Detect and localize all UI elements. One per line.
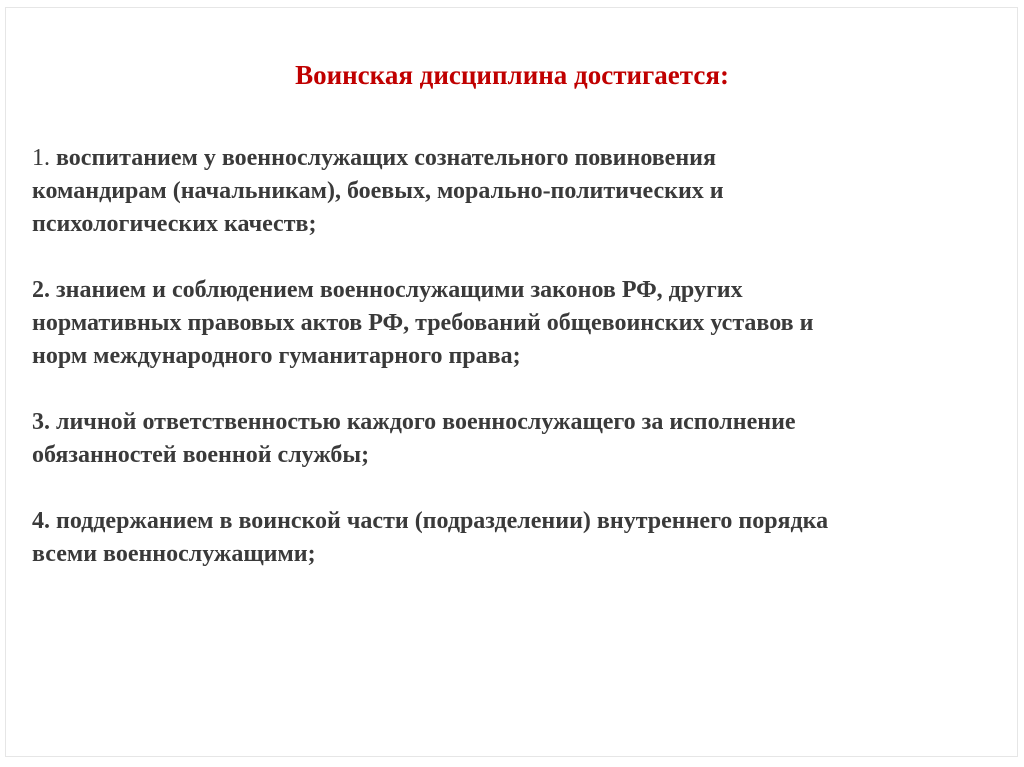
item-2-text-1: знанием и соблюдением военнослужащими законов РФ, других [56, 277, 743, 303]
item-1-line-2: командирам (начальникам), боевых, морально-политических и [32, 178, 724, 204]
item-1-line-1 [32, 142, 1007, 175]
item-2-line-2: нормативных правовых актов РФ, требований общевоинских уставов и [32, 310, 814, 336]
list-item-2 [32, 274, 1007, 373]
item-3-line-1 [32, 406, 1007, 439]
item-3-text-1: личной ответственностью каждого военнослужащего за исполнение [56, 409, 796, 435]
slide-title: Воинская дисциплина достигается: [295, 60, 729, 90]
list-item-4 [32, 505, 1007, 571]
item-list [32, 142, 1007, 604]
item-3-number: 3. [32, 409, 50, 435]
item-2-line-1 [32, 274, 1007, 307]
item-1-text-1: воспитанием у военнослужащих сознательного повиновения [56, 145, 716, 171]
item-1-number: 1. [32, 145, 50, 171]
item-4-line-2: всеми военнослужащими; [32, 541, 316, 567]
item-4-number: 4. [32, 508, 50, 534]
item-2-number: 2. [32, 277, 50, 303]
item-4-text-1: поддержанием в воинской части (подразделении) внутреннего порядка [56, 508, 829, 534]
item-4-line-1 [32, 505, 1007, 538]
list-item-1 [32, 142, 1007, 241]
item-1-line-3: психологических качеств; [32, 211, 317, 237]
item-2-line-3: норм международного гуманитарного права; [32, 343, 521, 369]
list-item-3 [32, 406, 1007, 472]
item-3-line-2: обязанностей военной службы; [32, 442, 370, 468]
